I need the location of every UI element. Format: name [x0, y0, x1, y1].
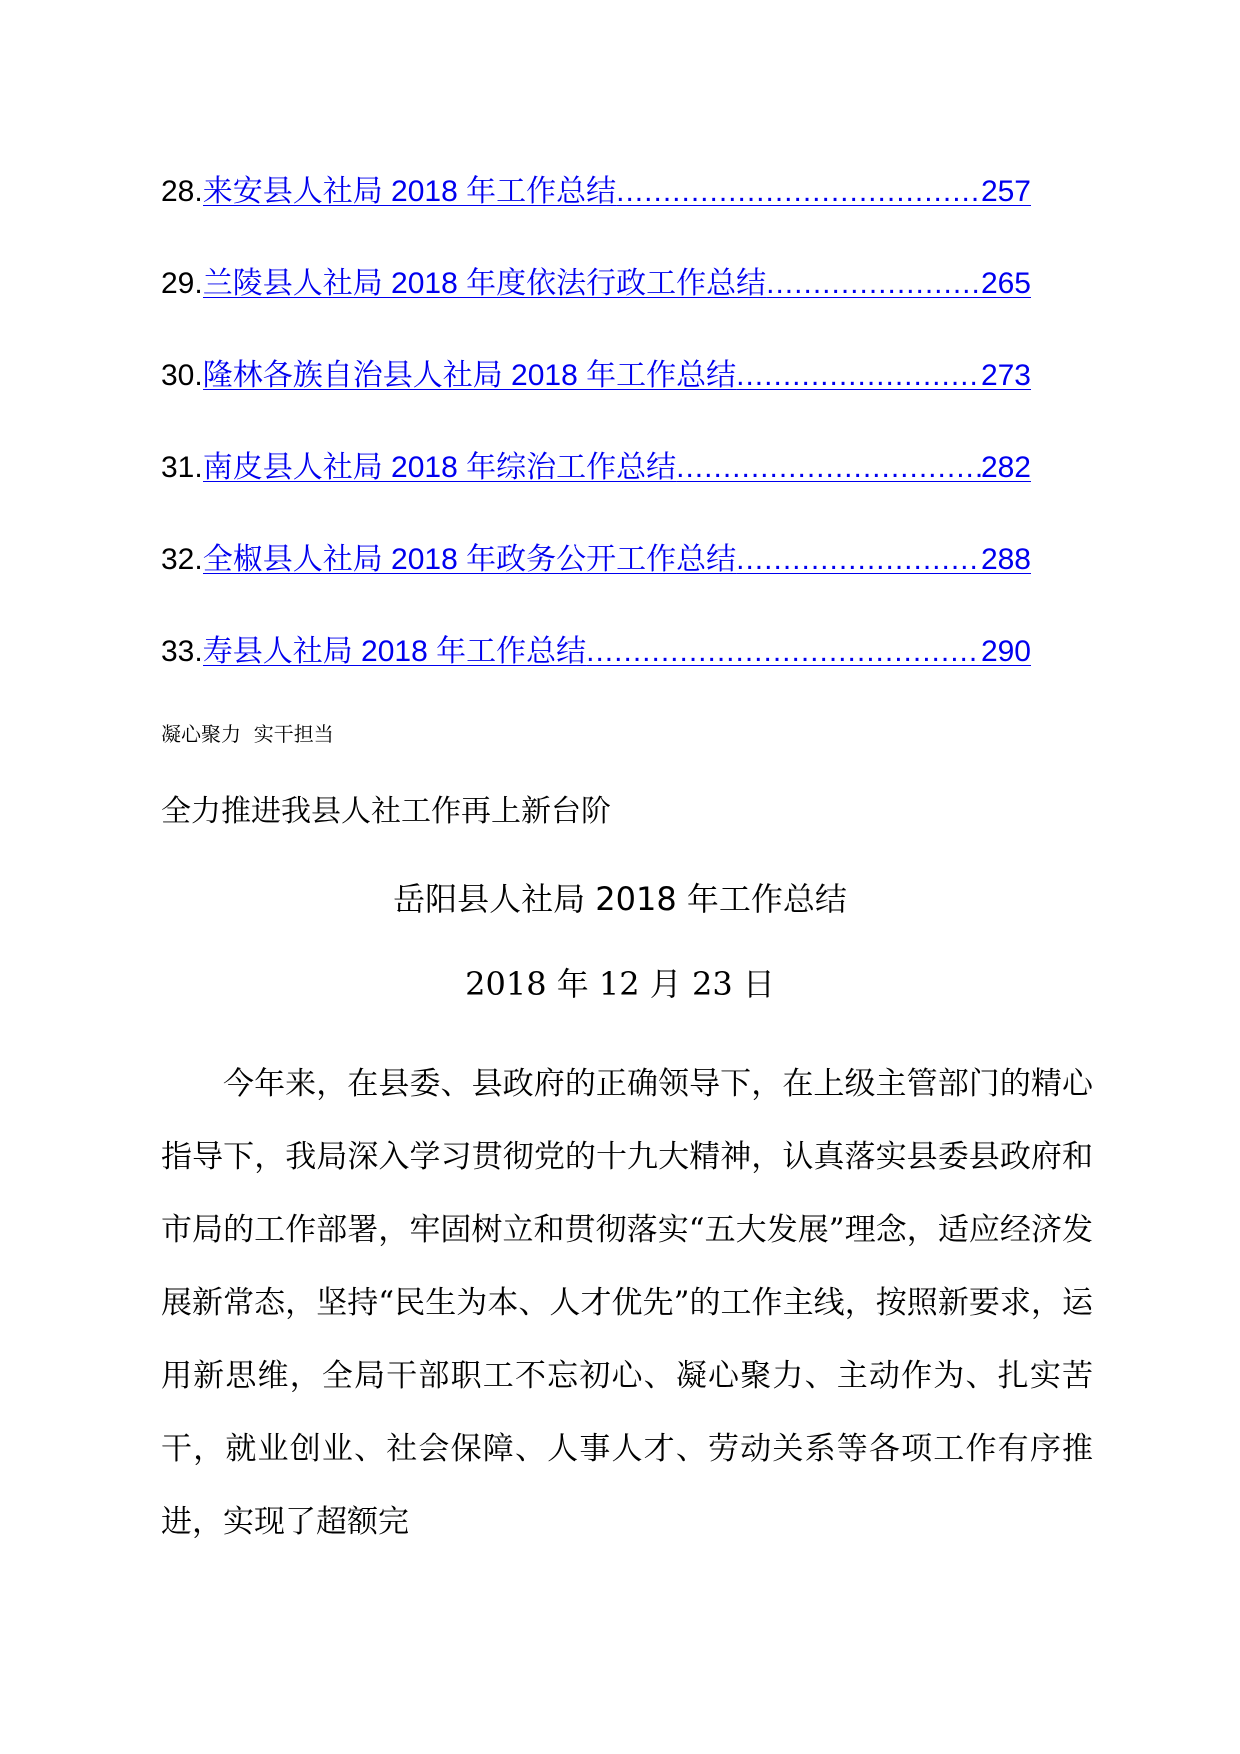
toc-page-number[interactable]: 265	[980, 267, 1031, 300]
toc-number: 31.	[161, 451, 203, 484]
toc-link[interactable]	[203, 442, 1031, 486]
toc-title[interactable]: 来安县人社局 2018 年工作总结	[202, 175, 617, 208]
article-body-paragraph: 今年来，在县委、县政府的正确领导下，在上级主管部门的精心指导下，我局深入学习贯彻党的十九大精神，认真落实县委县政府和市局的工作部署，牢固树立和贯彻落实“五大发展”理念，适应经济发展新常态，坚持“民生为本、人才优先”的工作主线，按照新要求，运用新思维，全局干部职工不忘初心、凝心聚力、主动作为、扎实苦干，就业创业、社会保障、人事人才、劳动关系等各项工作有序推进，实现了超额完	[161, 1066, 1093, 1540]
toc-number: 29.	[161, 267, 203, 300]
toc-number: 28.	[161, 175, 203, 208]
table-of-contents	[161, 166, 1031, 718]
toc-entry	[161, 442, 1031, 534]
toc-link[interactable]	[203, 166, 1031, 210]
toc-title[interactable]: 寿县人社局 2018 年工作总结	[202, 635, 587, 668]
toc-title[interactable]: 兰陵县人社局 2018 年度依法行政工作总结	[202, 267, 767, 300]
toc-leader-dots	[736, 543, 981, 577]
toc-title[interactable]: 隆林各族自治县人社局 2018 年工作总结	[202, 359, 737, 392]
article-date: 2018 年 12 月 23 日	[465, 965, 775, 1003]
toc-link[interactable]	[203, 534, 1031, 578]
toc-entry	[161, 534, 1031, 626]
toc-leader-dots	[676, 451, 981, 485]
toc-page-number[interactable]: 273	[980, 359, 1031, 392]
toc-page-number[interactable]: 290	[980, 635, 1031, 668]
toc-leader-dots	[766, 267, 981, 301]
article-title: 岳阳县人社局 2018 年工作总结	[393, 880, 847, 918]
toc-leader-dots	[586, 635, 981, 669]
toc-leader-dots	[616, 175, 981, 209]
toc-title[interactable]: 全椒县人社局 2018 年政务公开工作总结	[202, 543, 737, 576]
toc-link[interactable]	[203, 626, 1031, 670]
toc-link[interactable]	[203, 258, 1031, 302]
toc-number: 30.	[161, 359, 203, 392]
toc-page-number[interactable]: 288	[980, 543, 1031, 576]
article-subtitle: 全力推进我县人社工作再上新台阶	[161, 794, 611, 829]
toc-page-number[interactable]: 257	[980, 175, 1031, 208]
small-heading: 凝心聚力 实干担当	[161, 722, 334, 746]
toc-link[interactable]	[203, 350, 1031, 394]
toc-number: 32.	[161, 543, 203, 576]
toc-page-number[interactable]: 282	[980, 451, 1031, 484]
toc-entry	[161, 350, 1031, 442]
toc-entry	[161, 626, 1031, 718]
toc-number: 33.	[161, 635, 203, 668]
toc-entry	[161, 166, 1031, 258]
toc-leader-dots	[736, 359, 981, 393]
toc-title[interactable]: 南皮县人社局 2018 年综治工作总结	[202, 451, 677, 484]
toc-entry	[161, 258, 1031, 350]
